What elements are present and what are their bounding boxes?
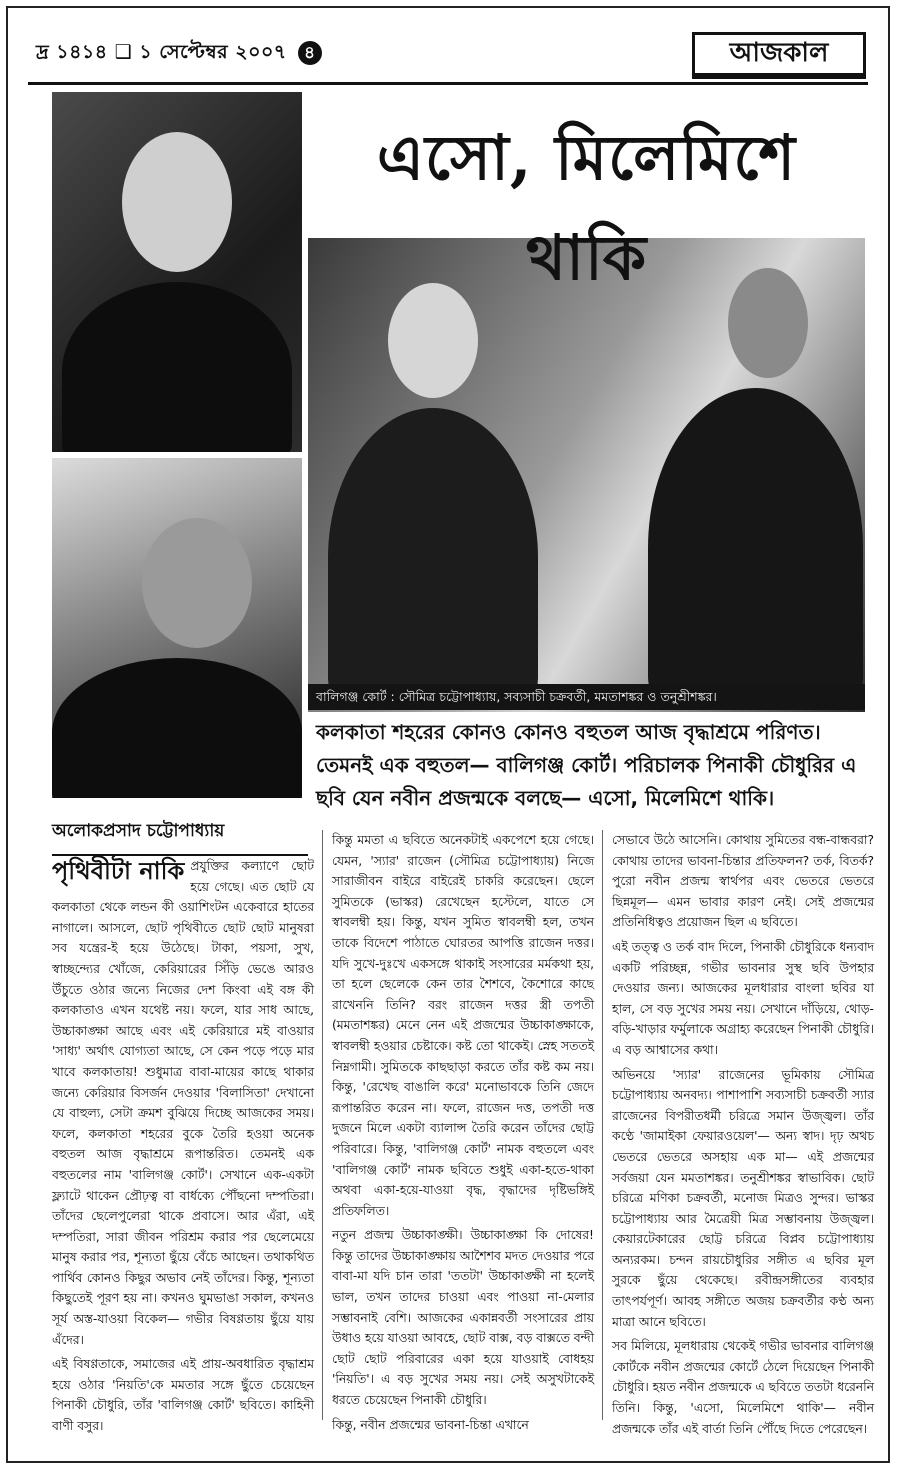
paragraph: কিন্তু, নবীন প্রজন্মের ভাবনা-চিন্তা এখানে bbox=[332, 1417, 529, 1432]
photo-caption: বালিগঞ্জ কোর্ট : সৌমিত্র চট্টোপাধ্যায়, সব্যসাচী চক্রবর্তী, মমতাশঙ্কর ও তনুশ্রীশঙ্কর। bbox=[308, 684, 865, 710]
column-divider bbox=[602, 830, 603, 1420]
paragraph: সেভাবে উঠে আসেনি। কোথায় সুমিতের বন্ধ-বান্ধবরা? কোথায় তাদের ভাবনা-চিন্তার প্রতিফলন? তর্ক, বিতর্ক? পুরো নবীন প্রজন্ম স্বার্থপর এবং ভেতরে ভেতরে ছিন্নমূল— এমন ভাবার কারণ নেই। সেই প্রজন্মের প্রতিনিধিত্বও প্রয়োজন ছিল এ ছবিতে। bbox=[612, 833, 874, 930]
portrait-photo-bottom bbox=[52, 458, 302, 798]
column-divider bbox=[322, 830, 323, 1420]
body-shape bbox=[62, 282, 292, 452]
face-shape bbox=[728, 268, 808, 378]
paragraph-text: প্রযুক্তির কল্যাণে ছোট হয়ে গেছে। এত ছোট যে কলকাতা থেকে লন্ডন কী ওয়াশিংটন একেবারে হাতের নাগালে। আসলে, ছোট পৃথিবীতে ছোট ছোট মানুষরা সব যন্ত্রের-ই হয়ে উঠেছে। টাকা, পয়সা, সুখ, স্বাচ্ছন্দ্যের খোঁজে, কেরিয়ারের সিঁড়ি ভেঙে আরও উঁচুতে ওঠার জন্যে নিজের দেশ কিংবা এই বঙ্গ কী কলকাতাও এখন যথেষ্ট নয়। ফলে, যার সাধ আছে, উচ্চাকাঙ্ক্ষা আছে এবং এই কেরিয়ারে মই বাওয়ার 'সাধ্য' অর্থাৎ যোগ্যতা আছে, সে কেন পড়ে পড়ে মার খাবে কলকাতায়! শুধুমাত্র বাবা-মায়ের কাছে থাকার জন্যে কেরিয়ার বিসর্জন দেওয়ার 'বিলাসিতা' দেখানো যে বাহুল্য, সেটা ক্রমশ বুঝিয়ে দিচ্ছে আজকের সময়। ফলে, কলকাতা শহরের বুকে তৈরি হওয়া অনেক বহুতল আজ বৃদ্ধাশ্রমে রূপান্তরিত। তেমনই এক বহুতলের নাম 'বালিগঞ্জ কোর্ট'। সেখানে এক-একটা ফ্ল্যাটে থাকেন প্রৌঢ়ত্ব বা বার্ধক্যে পৌঁছনো দম্পতিরা। তাঁদের ছেলেপুলেরা থাকে প্রবাসে। আর এঁরা, এই দম্পতিরা, সারা জীবন পরিশ্রম করার পর ছেলেমেয়ে মানুষ করার পর, শূন্যতা ছুঁয়ে বেঁচে আছেন। তথাকথিত পার্থিব কোনও কিছুর অভাব নেই তাঁদের। কিন্তু, শূন্যতা কিছুতেই পূরণ হয় না। কখনও ঘুমভাঙা সকাল, কখনও সূর্য অস্ত-যাওয়া বিকেল— গভীর বিষণ্ণতায় ছুঁয়ে যায় এঁদের। bbox=[52, 859, 314, 1347]
paragraph: এই বিষণ্ণতাকে, সমাজের এই প্রায়-অবধারিত বৃদ্ধাশ্রম হয়ে ওঠার 'নিয়তি'কে মমতার সঙ্গে ছুঁতে চেয়েছেন পিনাকী চৌধুরি, তাঁর 'বালিগঞ্জ কোর্ট' ছবিতে। কাহিনী বাণী বসুর। bbox=[52, 1357, 314, 1434]
dateline bbox=[36, 38, 322, 70]
face-shape bbox=[388, 283, 478, 398]
kicker-text: পৃথিবীটা নাকি bbox=[52, 856, 185, 885]
article-standfirst: কলকাতা শহরের কোনও কোনও বহুতল আজ বৃদ্ধাশ্রমে পরিণত। তেমনই এক বহুতল— বালিগঞ্জ কোর্ট। পরিচালক পিনাকী চৌধুরির এ ছবি যেন নবীন প্রজন্মকে বলছে— এসো, মিলেমিশে থাকি। bbox=[316, 720, 857, 810]
paragraph: কিন্তু মমতা এ ছবিতে অনেকটাই একপেশে হয়ে গেছে। যেমন, 'স্যার' রাজেন (সৌমিত্র চট্টোপাধ্যায়) নিজে সারাজীবন বাইরে বাইরেই চাকরি করেছেন। ছেলে সুমিতকে (ভাস্কর) রেখেছেন হস্টেলে, যাতে সে স্বাবলম্বী হয়। কিন্তু, যখন সুমিত স্বাবলম্বী হল, তখন তাকে বিদেশে পাঠাতে ঘোরতর আপত্তি রাজেন দত্তর। যদি সুখে-দুঃখে একসঙ্গে থাকাই সংসারের মর্মকথা হয়, তা হলে ছেলেকে কেন তার শৈশবে, কৈশোরে কাছে রাখেননি তিনি? বরং রাজেন দত্তর স্ত্রী তপতী (মমতাশঙ্কর) মেনে নেন এই প্রজন্মের উচ্চাকাঙ্ক্ষাকে, স্বাবলম্বী হওয়ার চেষ্টাকে। কষ্ট তো থাকেই। স্নেহ সততই নিম্নগামী। সুমিতকে কাছছাড়া করতে তাঁর কষ্ট কম নয়। কিন্তু, 'রেখেছ বাঙালি করে' মনোভাবকে তিনি জেদে রূপান্তরিত করেন না। ফলে, রাজেন দত্ত, তপতী দত্ত দুজনে মিলে একটা ব্যালান্স তৈরি করেন তাঁদের ছোট্ট পরিবারে। কিন্তু, 'বালিগঞ্জ কোর্ট' নামক বহুতলে এবং 'বালিগঞ্জ কোর্ট' নামক ছবিতে শুধুই একা-হতে-থাকা অথবা একা-হয়ে-যাওয়া বৃদ্ধ, বৃদ্ধাদের দৃষ্টিভঙ্গিই প্রতিফলিত। bbox=[332, 833, 594, 1218]
page-header bbox=[28, 30, 868, 85]
face-shape bbox=[142, 518, 252, 648]
face-shape bbox=[122, 132, 232, 272]
newspaper-page bbox=[6, 6, 890, 1463]
author-byline: অলোকপ্রসাদ চট্টোপাধ্যায় bbox=[52, 818, 308, 856]
paragraph: নতুন প্রজন্ম উচ্চাকাঙ্ক্ষী। উচ্চাকাঙ্ক্ষা কি দোষের! কিন্তু তাদের উচ্চাকাঙ্ক্ষায় আশৈশব মদত দেওয়ার পরে বাবা-মা যদি চান তারা 'ততটা' উচ্চাকাঙ্ক্ষী না হলেই ভাল, তখন তাদের চাওয়া এবং পাওয়া না-মেলার সম্ভাবনাই বেশি। আজকের একান্নবর্তী সংসারের প্রায় উধাও হয়ে যাওয়া আবহে, ছোট বাক্স, বড় বাক্সতে বন্দী ছোট ছোট পরিবারের একা হয়ে যাওয়াই বোধহয় 'নিয়তি'। এ বড় সুখের সময় নয়। সেই অসুখটাকেই ধরতে চেয়েছেন পিনাকী চৌধুরি। bbox=[332, 1228, 594, 1408]
paragraph bbox=[52, 856, 314, 1350]
article-column-3 bbox=[612, 830, 874, 1443]
body-shape bbox=[648, 388, 863, 708]
portrait-photo-top bbox=[52, 92, 302, 452]
page-number-badge: ৪ bbox=[298, 41, 322, 65]
paragraph: সব মিলিয়ে, মূলধারায় থেকেই গভীর ভাবনার বালিগঞ্জ কোর্টকে নবীন প্রজন্মের কোর্টে ঠেলে দিয়েছেন পিনাকী চৌধুরি। হয়ত নবীন প্রজন্মকে এ ছবিতে ততটা ধরেননি তিনি। কিন্তু, 'এসো, মিলেমিশে থাকি'— নবীন প্রজন্মকে তাঁর এই বার্তা তিনি পৌঁছে দিতে পেরেছেন। bbox=[612, 1339, 874, 1436]
body-shape bbox=[52, 658, 302, 798]
article-headline: এসো, মিলেমিশে থাকি bbox=[376, 121, 797, 294]
paragraph: এই তত্ত্ব ও তর্ক বাদ দিলে, পিনাকী চৌধুরিকে ধন্যবাদ একটি পরিচ্ছন্ন, গভীর ভাবনার সুস্থ ছবি উপহার দেওয়ার জন্য। আজকের মূলধারার বাংলা ছবির যা হাল, সে বড় সুখের সময় নয়। সেখানে দাঁড়িয়ে, থোড়-বড়ি-খাড়ার ফর্মুলাকে অগ্রাহ্য করেছেন পিনাকী চৌধুরি। এ বড় আশ্বাসের কথা। bbox=[612, 939, 874, 1057]
article-column-1 bbox=[52, 856, 314, 1441]
film-still-photo bbox=[308, 238, 865, 712]
article-column-2 bbox=[332, 830, 594, 1439]
paragraph: অভিনয়ে 'স্যার' রাজেনের ভূমিকায় সৌমিত্র চট্টোপাধ্যায় অনবদ্য। পাশাপাশি সব্যসাচী চক্রবর্তী স্যার রাজেনের বিপরীতধর্মী চরিত্রে সমান উজ্জ্বল। তাঁর কণ্ঠে 'জামাইকা ফেয়ারওয়েল'— অন্য স্বাদ। দৃঢ় অথচ ভেতরে ভেতরে অসহায় এক মা— এই প্রজন্মের সর্বজয়া যেন মমতাশঙ্কর। তনুশ্রীশঙ্কর স্বাভাবিক। ছোট চরিত্রে মণিকা চক্রবর্তী, মনোজ মিত্রও সুন্দর। ভাস্কর চট্টোপাধ্যায় আর মৈত্রেয়ী মিত্র সম্ভাবনায় উজ্জ্বল। কেয়ারটেকারের ছোট্ট চরিত্রে বিপ্লব চট্টোপাধ্যায় অন্যরকম। চন্দন রায়চৌধুরির সঙ্গীত এ ছবির মূল সুরকে ছুঁয়ে থেকেছে। রবীন্দ্রসঙ্গীতের ব্যবহার তাৎপর্যপূর্ণ। আবহ সঙ্গীতে অজয় চক্রবর্তীর কণ্ঠ অন্য মাত্রা আনে ছবিতে। bbox=[612, 1067, 874, 1329]
dateline-text: দ্র ১৪১৪ ❑ ১ সেপ্টেম্বর ২০০৭ bbox=[36, 41, 287, 63]
newspaper-masthead-logo: আজকাল bbox=[692, 32, 866, 79]
body-shape bbox=[328, 408, 538, 708]
